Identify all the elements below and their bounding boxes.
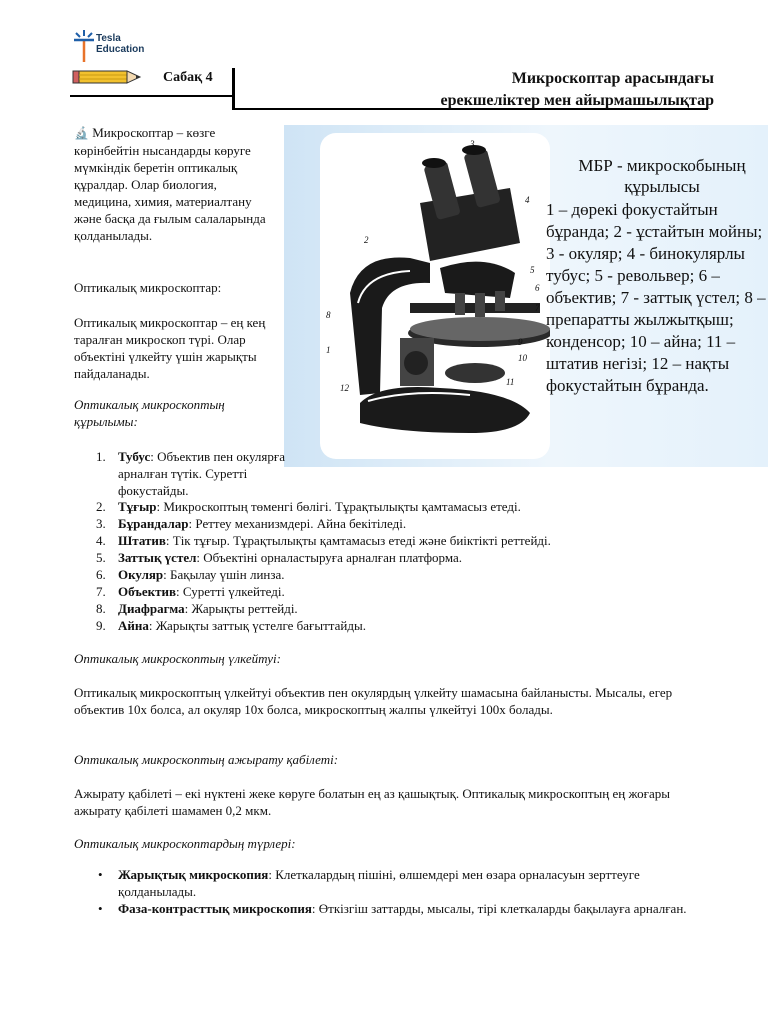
list-desc: : Жарықты реттейді.	[184, 601, 298, 616]
types-heading: Оптикалық микроскоптардың түрлері:	[74, 836, 296, 851]
list-item	[74, 448, 304, 499]
header-rule-left	[70, 95, 232, 97]
list-term: Тубус	[118, 449, 151, 464]
list-number: 9.	[96, 618, 106, 633]
list-desc: : Реттеу механизмдері. Айна бекітіледі.	[188, 516, 407, 531]
list-desc: : Микроскоптың төменгі бөлігі. Тұрақтылықты қамтамасыз етеді.	[156, 499, 521, 514]
list-item	[74, 498, 714, 515]
resolution-heading: Оптикалық микроскоптың ажырату қабілеті:	[74, 752, 339, 767]
list-item	[74, 583, 714, 600]
resolution-text: Ажырату қабілеті – екі нүктені жеке көруге болатын ең аз қашықтық. Оптикалық микроскоптың ең жоғары ажырату қабілеті шамамен 0,2 мкм.	[74, 786, 670, 818]
list-item	[74, 617, 714, 634]
figure-card	[320, 133, 550, 459]
list-term: Тұғыр	[118, 499, 157, 514]
logo-text	[96, 33, 144, 55]
microscope-icon: 🔬	[74, 126, 89, 140]
list-item	[74, 532, 714, 549]
types-list	[74, 866, 714, 917]
list-number: 4.	[96, 533, 106, 548]
list-term: Заттық үстел	[118, 550, 197, 565]
parts-list	[74, 498, 714, 634]
optical-heading: Оптикалық микроскоптар:	[74, 280, 222, 295]
list-item	[74, 600, 714, 617]
list-desc: : Өткізгіш заттарды, мысалы, тірі клеткаларды бақылауға арналған.	[311, 901, 687, 916]
list-desc: : Объектив пен окулярға арналған түтік. Суретті фокустайды.	[118, 449, 286, 498]
list-item	[74, 515, 714, 532]
list-term: Диафрагма	[118, 601, 185, 616]
list-term: Окуляр	[118, 567, 164, 582]
svg-text:8: 8	[326, 310, 331, 320]
list-desc: : Суретті үлкейтеді.	[176, 584, 285, 599]
structure-heading: Оптикалық микроскоптың құрылымы:	[74, 397, 225, 429]
list-number: 8.	[96, 601, 106, 616]
svg-text:3: 3	[470, 139, 475, 149]
logo-line2: Education	[96, 44, 145, 55]
page-title	[441, 68, 714, 112]
svg-text:5: 5	[530, 265, 535, 275]
magnification-heading: Оптикалық микроскоптың үлкейтуі:	[74, 651, 281, 666]
list-number: 5.	[96, 550, 106, 565]
list-desc: : Бақылау үшін линза.	[163, 567, 285, 582]
title-line1: Микроскоптар арасындағы	[511, 70, 714, 87]
bullet-icon: •	[98, 867, 103, 882]
svg-text:6: 6	[535, 283, 540, 293]
pencil-icon	[72, 68, 144, 86]
intro-paragraph	[74, 124, 274, 244]
list-term: Штатив	[118, 533, 166, 548]
list-term: Объектив	[118, 584, 177, 599]
svg-text:12: 12	[340, 383, 349, 393]
list-item	[74, 900, 714, 917]
optical-text: Оптикалық микроскоптар – ең кең таралған микроскоп түрі. Олар объектіні үлкейту үшін жарықты пайдаланады.	[74, 315, 266, 381]
list-term: Бұрандалар	[118, 516, 189, 531]
svg-text:9: 9	[518, 337, 523, 347]
intro-text: Микроскоптар – көзге көрінбейтін нысандарды көруге мүмкіндік беретін оптикалық құралдар. Олар биология, медицина, химия, материалтану және басқа да ғылым салаларында қолданылады.	[74, 125, 266, 243]
figure-caption: 1 – дөрекі фокустайтын бұранда; 2 - ұстайтын мойны; 3 - окуляр; 4 - бинокулярлы тубус; 5 - револьвер; 6 – объектив; 7 - заттық үстел; 8 – препаратты жылжытқыш; конденсор; 10 – айна; 11 – штатив негізі; 12 – нақты фокустайтын бұранда.	[546, 200, 766, 395]
svg-text:10: 10	[518, 353, 527, 363]
list-desc: : Объектіні орналастыруға арналған платформа.	[196, 550, 463, 565]
title-line2: ерекшеліктер мен айырмашылықтар	[440, 92, 714, 109]
microscope-drawing	[320, 133, 550, 459]
lesson-number: Сабақ 4	[163, 70, 213, 85]
list-number: 2.	[96, 499, 106, 514]
list-item	[74, 549, 714, 566]
svg-text:11: 11	[506, 377, 515, 387]
svg-text:7: 7	[535, 303, 540, 313]
list-desc: : Тік тұғыр. Тұрақтылықты қамтамасыз етеді және биіктікті реттейді.	[165, 533, 551, 548]
bullet-icon: •	[98, 901, 103, 916]
list-term: Жарықтық микроскопия	[118, 867, 269, 882]
svg-text:2: 2	[364, 235, 369, 245]
svg-text:1: 1	[326, 345, 331, 355]
list-desc: : Клеткалардың пішіні, өлшемдері мен өзара орналасуын зерттеуге қолданылады.	[118, 867, 640, 899]
list-term: Айна	[118, 618, 149, 633]
figure-title: МБР - микроскобының құрылысы	[578, 156, 746, 196]
list-desc: : Жарықты заттық үстелге бағыттайды.	[148, 618, 366, 633]
list-item	[74, 866, 714, 900]
list-number: 6.	[96, 567, 106, 582]
magnification-text: Оптикалық микроскоптың үлкейтуі объектив пен окулярдың үлкейту шамасына байланысты. Мысалы, егер объектив 10x болса, ал окуляр 10x болса, микроскоптың жалпы үлкейтуі 100x болады.	[74, 685, 673, 717]
list-item	[74, 566, 714, 583]
list-number: 1.	[96, 449, 106, 464]
logo-line1: Tesla	[96, 33, 121, 44]
list-term: Фаза-контрасттық микроскопия	[118, 901, 312, 916]
microscope-figure	[284, 125, 768, 467]
header-rule-vertical	[232, 68, 235, 110]
list-number: 7.	[96, 584, 106, 599]
svg-text:4: 4	[525, 195, 530, 205]
list-number: 3.	[96, 516, 106, 531]
parts-list-first	[74, 448, 304, 499]
